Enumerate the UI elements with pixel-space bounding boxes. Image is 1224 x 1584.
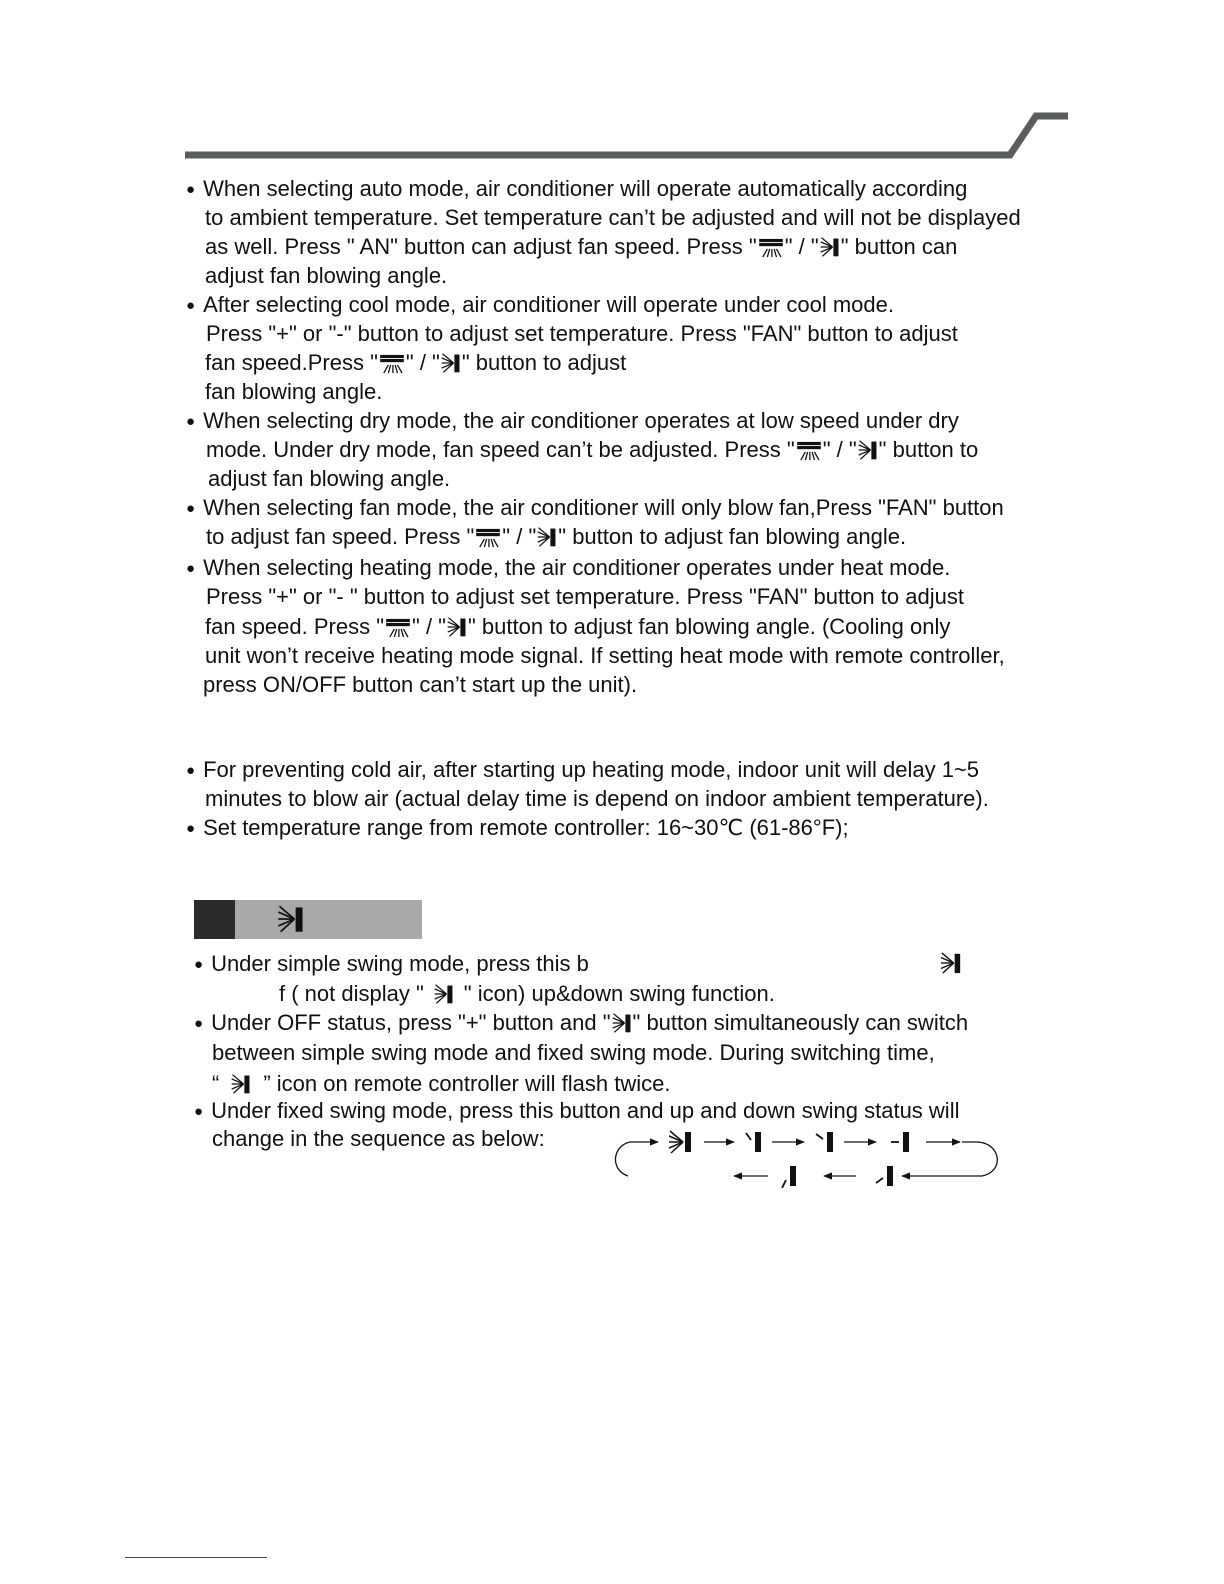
bullet: ● [186,500,196,517]
swing-simple-line-2: f ( not display " " icon) up&down swing function. [279,981,775,1006]
fan-blow-icon [795,441,823,461]
heat-mode-line-5: press ON/OFF button can’t start up the unit). [203,672,638,697]
auto-mode-line-4: adjust fan blowing angle. [205,263,448,288]
swing-icon [857,439,879,461]
note-cold-air-line-1: ● For preventing cold air, after starting up heating mode, indoor unit will delay 1~5 [186,757,980,782]
swing-simple-line-1: ● Under simple swing mode, press this b [194,951,589,976]
auto-mode-line-2: to ambient temperature. Set temperature can’t be adjusted and will not be displayed [205,205,1021,230]
bullet: ● [186,413,196,430]
fan-mode-line-2: to adjust fan speed. Press " " / " " button to adjust fan blowing angle. [206,524,907,549]
swing-icon [424,983,464,1005]
swing-icon [669,1131,691,1153]
bullet: ● [194,956,204,973]
note-cold-air-line-2: minutes to blow air (actual delay time is depend on indoor ambient temperature). [205,786,989,811]
swing-off-status-line-3: “ ” icon on remote controller will flash twice. [212,1071,671,1096]
swing-position-icon [891,1132,909,1152]
section-tag-square [194,900,235,939]
cool-mode-line-1: ● After selecting cool mode, air conditioner will operate under cool mode. [186,292,894,317]
footer-link-underline [125,1557,267,1558]
heat-mode-line-2: Press "+" or "- " button to adjust set temperature. Press "FAN" button to adjust [206,584,964,609]
heat-mode-line-3: fan speed. Press " " / " " button to adjust fan blowing angle. (Cooling only [205,614,951,639]
loop-arrow-left [615,1142,658,1176]
bullet: ● [186,181,196,198]
bullet: ● [194,1015,204,1032]
dry-mode-line-3: adjust fan blowing angle. [208,466,451,491]
heat-mode-line-1: ● When selecting heating mode, the air conditioner operates under heat mode. [186,555,951,580]
swing-fixed-line-2: change in the sequence as below: [212,1126,545,1151]
dry-mode-line-2: mode. Under dry mode, fan speed can’t be adjusted. Press " " / " " button to [206,437,979,462]
swing-position-icon [876,1166,893,1186]
swing-icon [611,1012,633,1034]
bullet: ● [186,297,196,314]
fan-blow-icon [474,528,502,548]
swing-position-icon [816,1132,833,1152]
swing-icon [940,950,962,976]
note-temp-range: ● Set temperature range from remote controller: 16~30℃ (61-86°F); [186,815,849,840]
loop-arrow-right [902,1142,997,1176]
cool-mode-line-3: fan speed.Press " " / " " button to adjust [205,350,627,375]
fan-blow-icon [378,354,406,374]
swing-position-icon [782,1166,796,1188]
heat-mode-line-4: unit won’t receive heating mode signal. If setting heat mode with remote controller, [205,643,1005,668]
auto-mode-line-1: ● When selecting auto mode, air conditioner will operate automatically according [186,176,968,201]
dry-mode-line-1: ● When selecting dry mode, the air conditioner operates at low speed under dry [186,408,959,433]
cool-mode-line-2: Press "+" or "-" button to adjust set temperature. Press "FAN" button to adjust [206,321,958,346]
fan-blow-icon [384,618,412,638]
bullet: ● [186,762,196,779]
fan-blow-icon [757,238,785,258]
swing-off-status-line-2: between simple swing mode and fixed swing mode. During switching time, [212,1040,935,1065]
swing-sequence-diagram [600,1120,1020,1200]
swing-fixed-line-1: ● Under fixed swing mode, press this button and up and down swing status will [194,1098,960,1123]
swing-icon [446,616,468,638]
bullet: ● [186,820,196,837]
swing-icon [819,236,841,258]
swing-off-status-line-1: ● Under OFF status, press "+" button and " " button simultaneously can switch [194,1010,969,1035]
swing-icon [536,526,558,548]
bullet: ● [194,1103,204,1120]
swing-icon [219,1073,263,1095]
fan-mode-line-1: ● When selecting fan mode, the air conditioner will only blow fan,Press "FAN" button [186,495,1004,520]
cool-mode-line-4: fan blowing angle. [205,379,383,404]
swing-icon [440,352,462,374]
bullet: ● [186,560,196,577]
swing-icon [277,904,305,934]
auto-mode-line-3: as well. Press " AN" button can adjust fan speed. Press " " / " " button can [205,234,958,259]
header-rule [0,100,1224,170]
swing-position-icon [746,1132,761,1152]
